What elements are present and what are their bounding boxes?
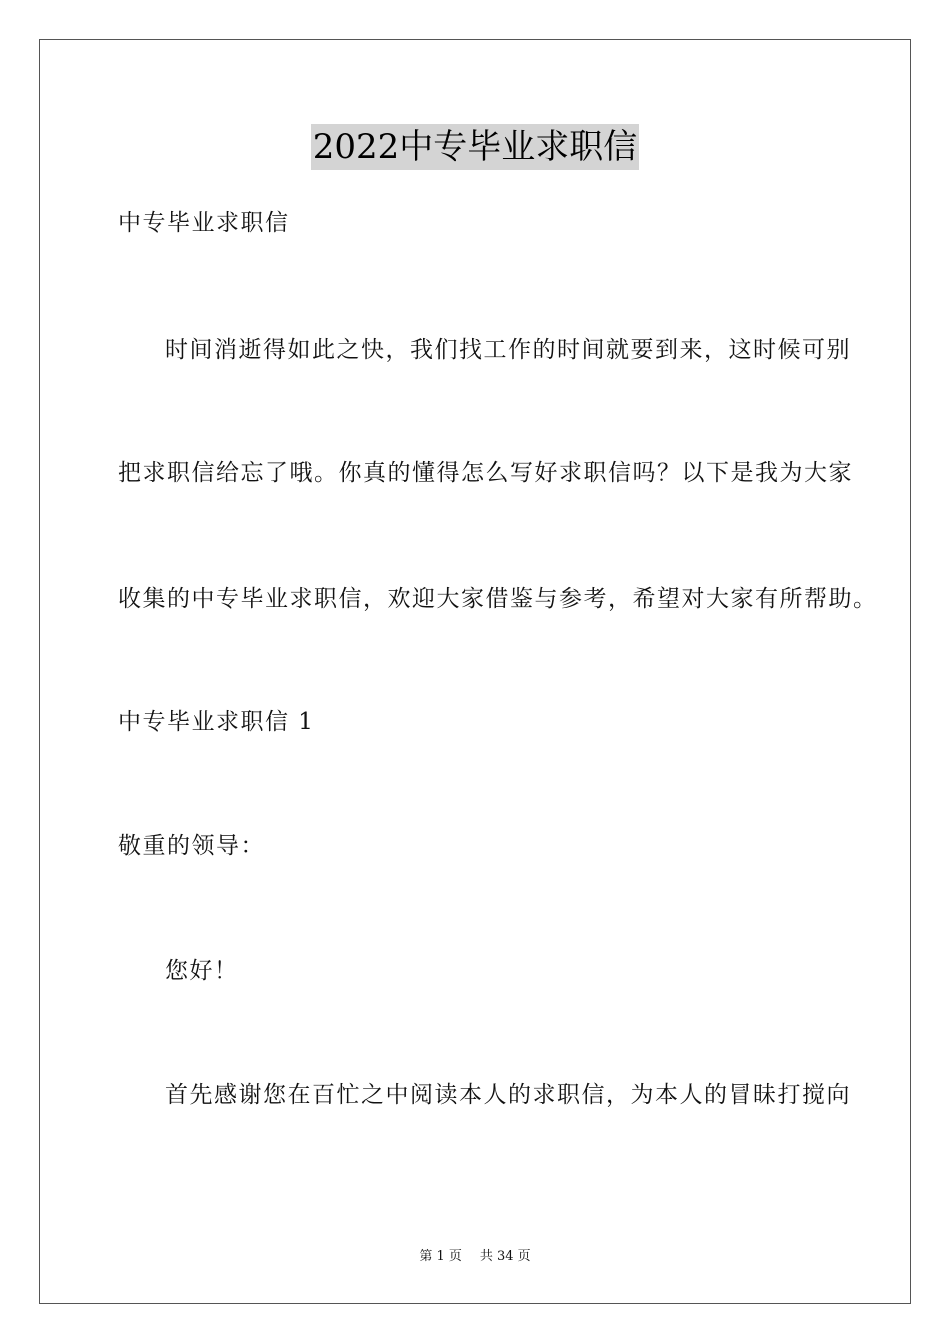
intro-line-2: 把求职信给忘了哦。你真的懂得怎么写好求职信吗？以下是我为大家	[118, 460, 853, 486]
page-number-current: 第 1 页	[419, 1249, 462, 1264]
page-footer	[0, 1248, 950, 1266]
document-subtitle: 中专毕业求职信	[118, 210, 290, 236]
page-number-total: 共 34 页	[479, 1249, 531, 1264]
greeting: 您好！	[165, 958, 239, 984]
intro-line-3: 收集的中专毕业求职信，欢迎大家借鉴与参考，希望对大家有所帮助。	[118, 586, 878, 612]
document-title: 2022中专毕业求职信	[311, 124, 640, 170]
salutation: 敬重的领导：	[118, 833, 265, 859]
intro-line-1: 时间消逝得如此之快，我们找工作的时间就要到来，这时候可别	[165, 337, 851, 363]
body-line-1: 首先感谢您在百忙之中阅读本人的求职信，为本人的冒昧打搅向	[165, 1082, 851, 1108]
section-heading: 中专毕业求职信 1	[118, 709, 315, 735]
title-container	[0, 124, 950, 170]
